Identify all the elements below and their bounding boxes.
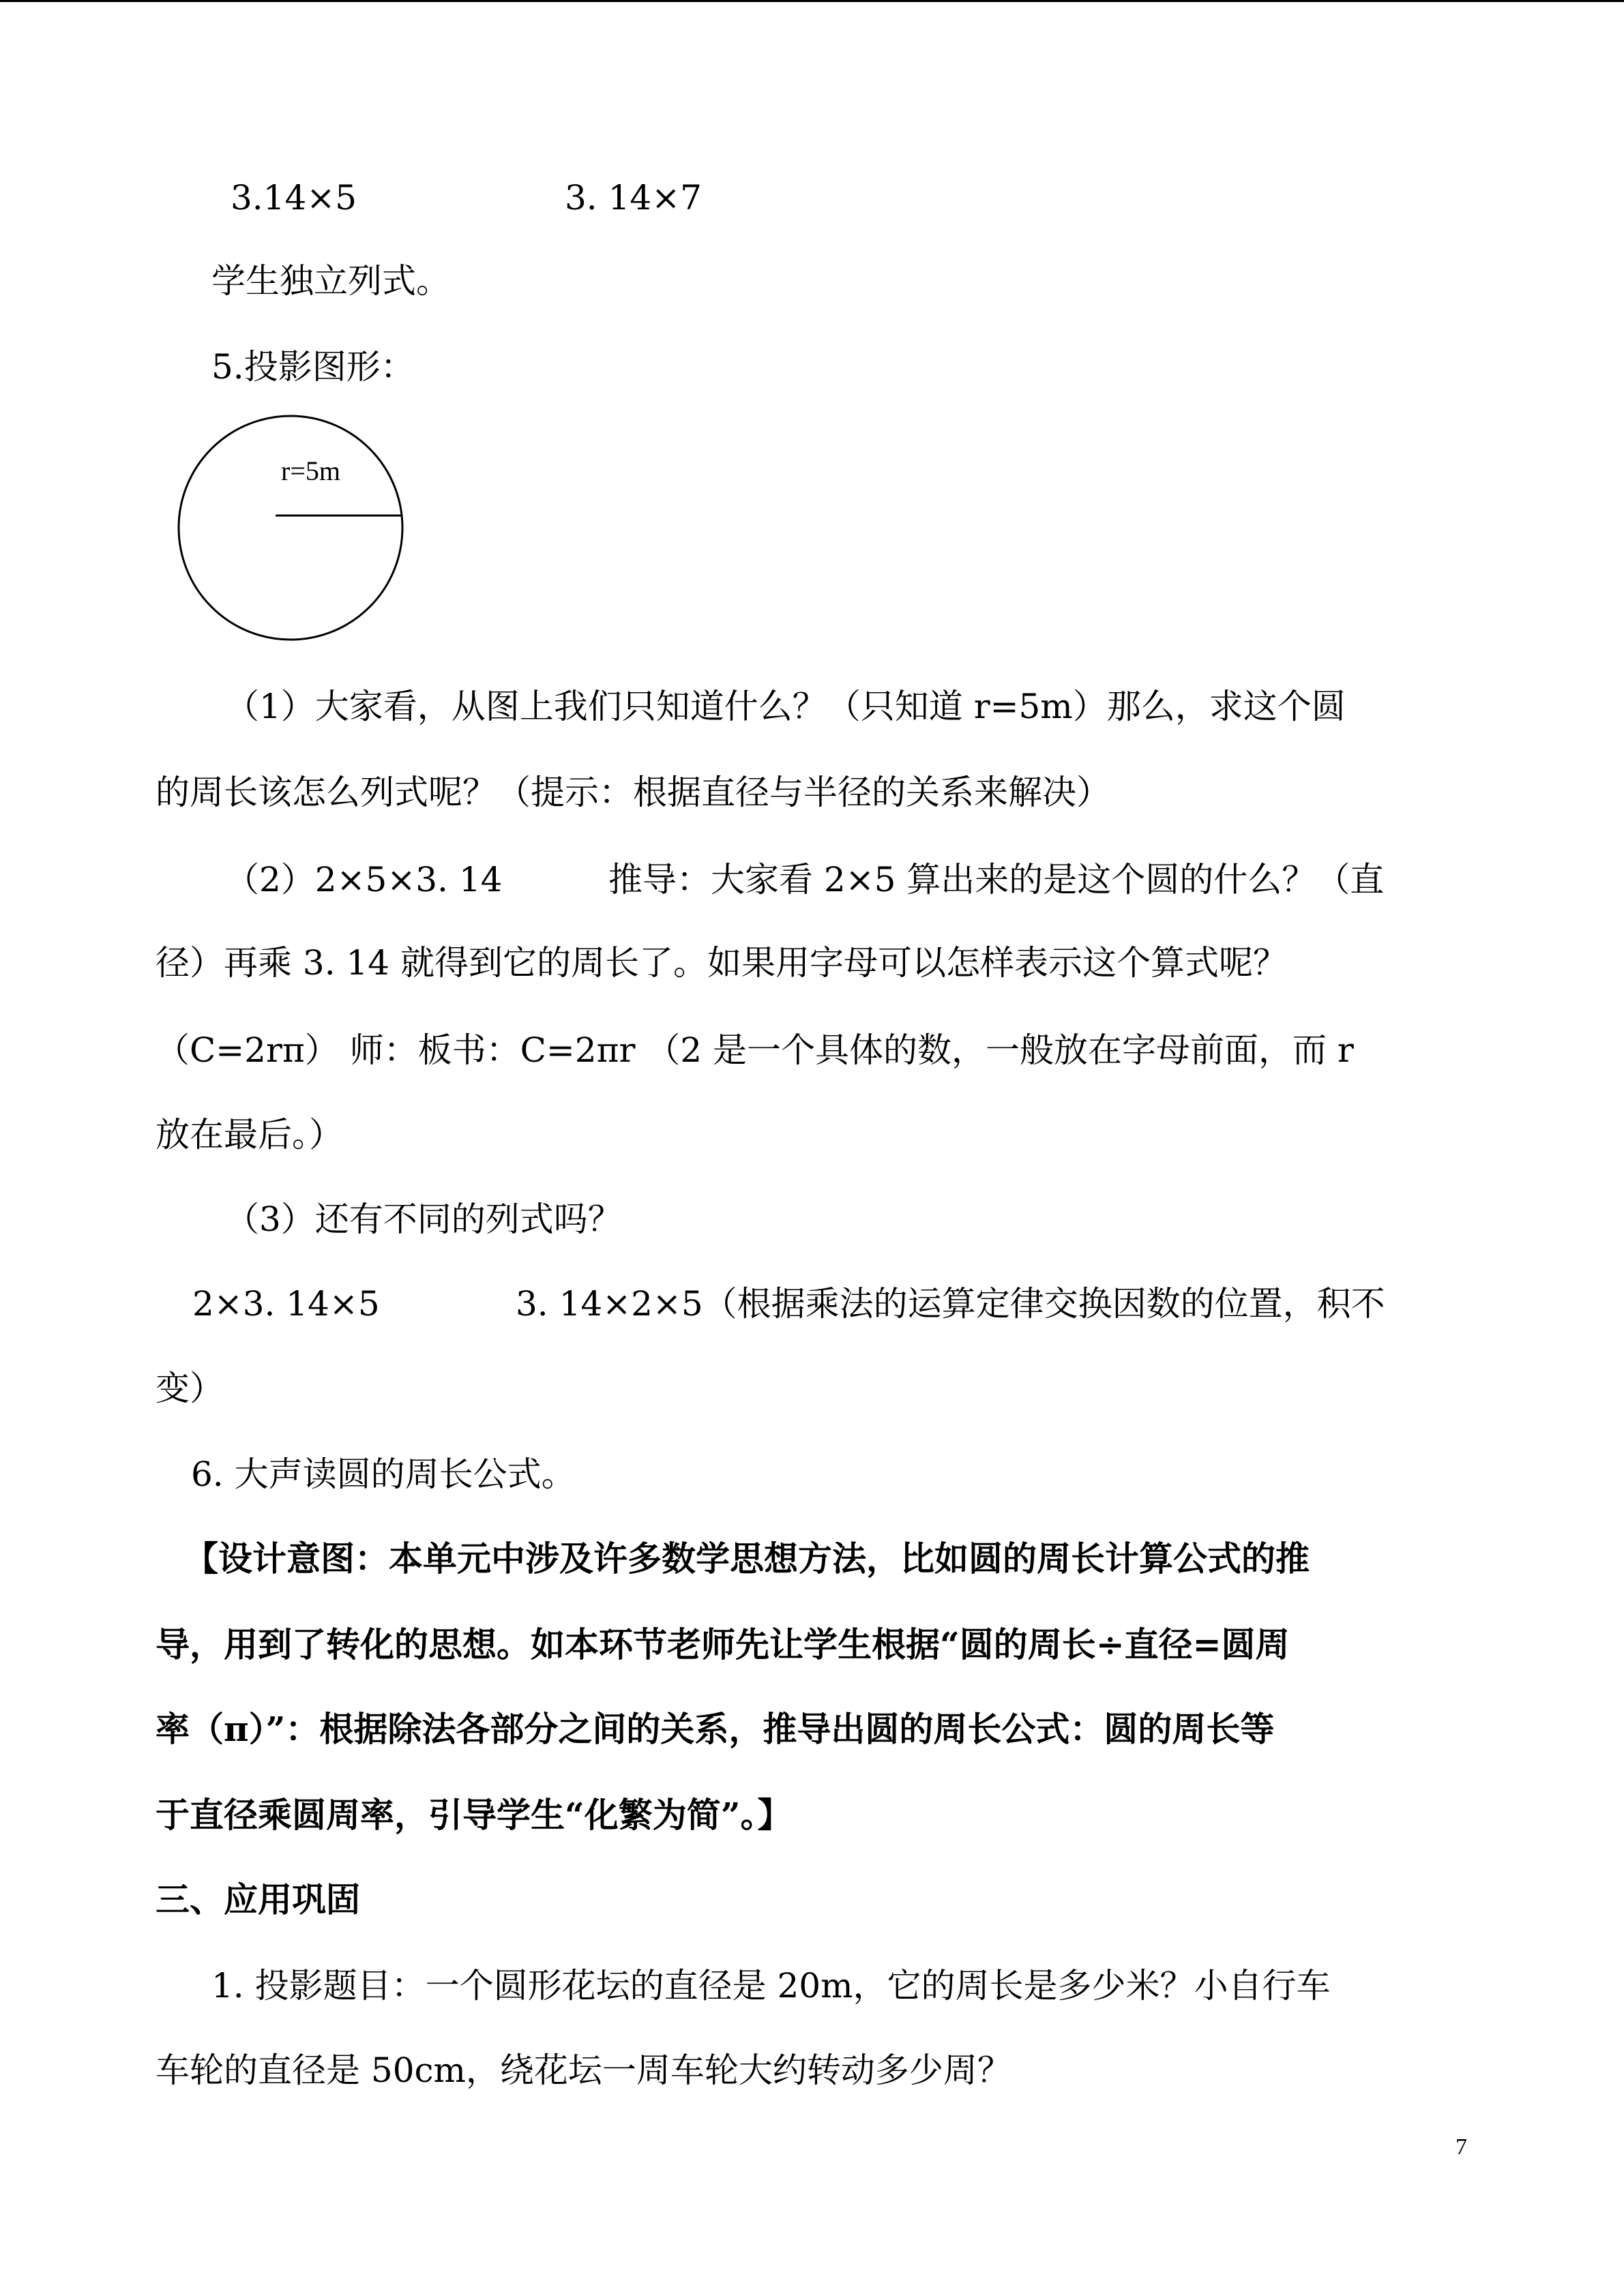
- question-1-line-2: 车轮的直径是 50cm，绕花坛一周车轮大约转动多少周？: [156, 2051, 1012, 2090]
- paragraph-3-line-3: 变）: [156, 1369, 224, 1408]
- question-1-line-1: 1. 投影题目：一个圆形花坛的直径是 20m，它的周长是多少米？小自行车: [211, 1966, 1331, 2006]
- expression-3-14x7: 3. 14×7: [565, 178, 702, 218]
- circle-outline: [179, 416, 402, 640]
- item-5-projection: 5.投影图形：: [211, 347, 415, 387]
- top-border-line: [0, 0, 1624, 2]
- design-intent-line-4: 于直径乘圆周率，引导学生“化繁为简”。】: [156, 1795, 792, 1835]
- design-intent-line-2: 导，用到了转化的思想。如本环节老师先让学生根据“圆的周长÷直径=圆周: [156, 1624, 1290, 1665]
- paragraph-3-question: （3）还有不同的列式吗？: [225, 1199, 622, 1239]
- design-intent-line-3: 率（π）”：根据除法各部分之间的关系，推导出圆的周长公式：圆的周长等: [156, 1709, 1275, 1749]
- circle-diagram: [175, 412, 407, 644]
- expression-3-14x5: 3.14×5: [231, 178, 357, 218]
- paragraph-1-line-2: 的周长该怎么列式呢？（提示：根据直径与半径的关系来解决）: [156, 773, 1110, 812]
- paragraph-3-expression-a: 2×3. 14×5: [192, 1284, 380, 1324]
- paragraph-2-line-2: 径）再乘 3. 14 就得到它的周长了。如果用字母可以怎样表示这个算式呢？: [156, 943, 1288, 983]
- paragraph-2-line-4: 放在最后。）: [156, 1115, 343, 1154]
- text-independent-formula: 学生独立列式。: [211, 261, 450, 301]
- paragraph-3-expression-b: 3. 14×2×5（根据乘法的运算定律交换因数的位置，积不: [516, 1284, 1385, 1324]
- radius-label: r=5m: [281, 456, 340, 486]
- design-intent-line-1: 【设计意图：本单元中涉及许多数学思想方法，比如圆的周长计算公式的推: [184, 1538, 1310, 1579]
- page-number: 7: [1456, 2134, 1467, 2160]
- section-heading-application: 三、应用巩固: [156, 1879, 360, 1920]
- paragraph-2-derivation: 推导：大家看 2×5 算出来的是这个圆的什么？（直: [608, 860, 1385, 899]
- item-6-read-formula: 6. 大声读圆的周长公式。: [191, 1455, 576, 1494]
- paragraph-2-expression: （2）2×5×3. 14: [225, 860, 503, 899]
- paragraph-1-line-1: （1）大家看，从图上我们只知道什么？（只知道 r=5m）那么，求这个圆: [225, 687, 1346, 726]
- paragraph-2-line-3: （C=2rπ） 师：板书：C=2πr （2 是一个具体的数，一般放在字母前面，而 r: [156, 1030, 1354, 1070]
